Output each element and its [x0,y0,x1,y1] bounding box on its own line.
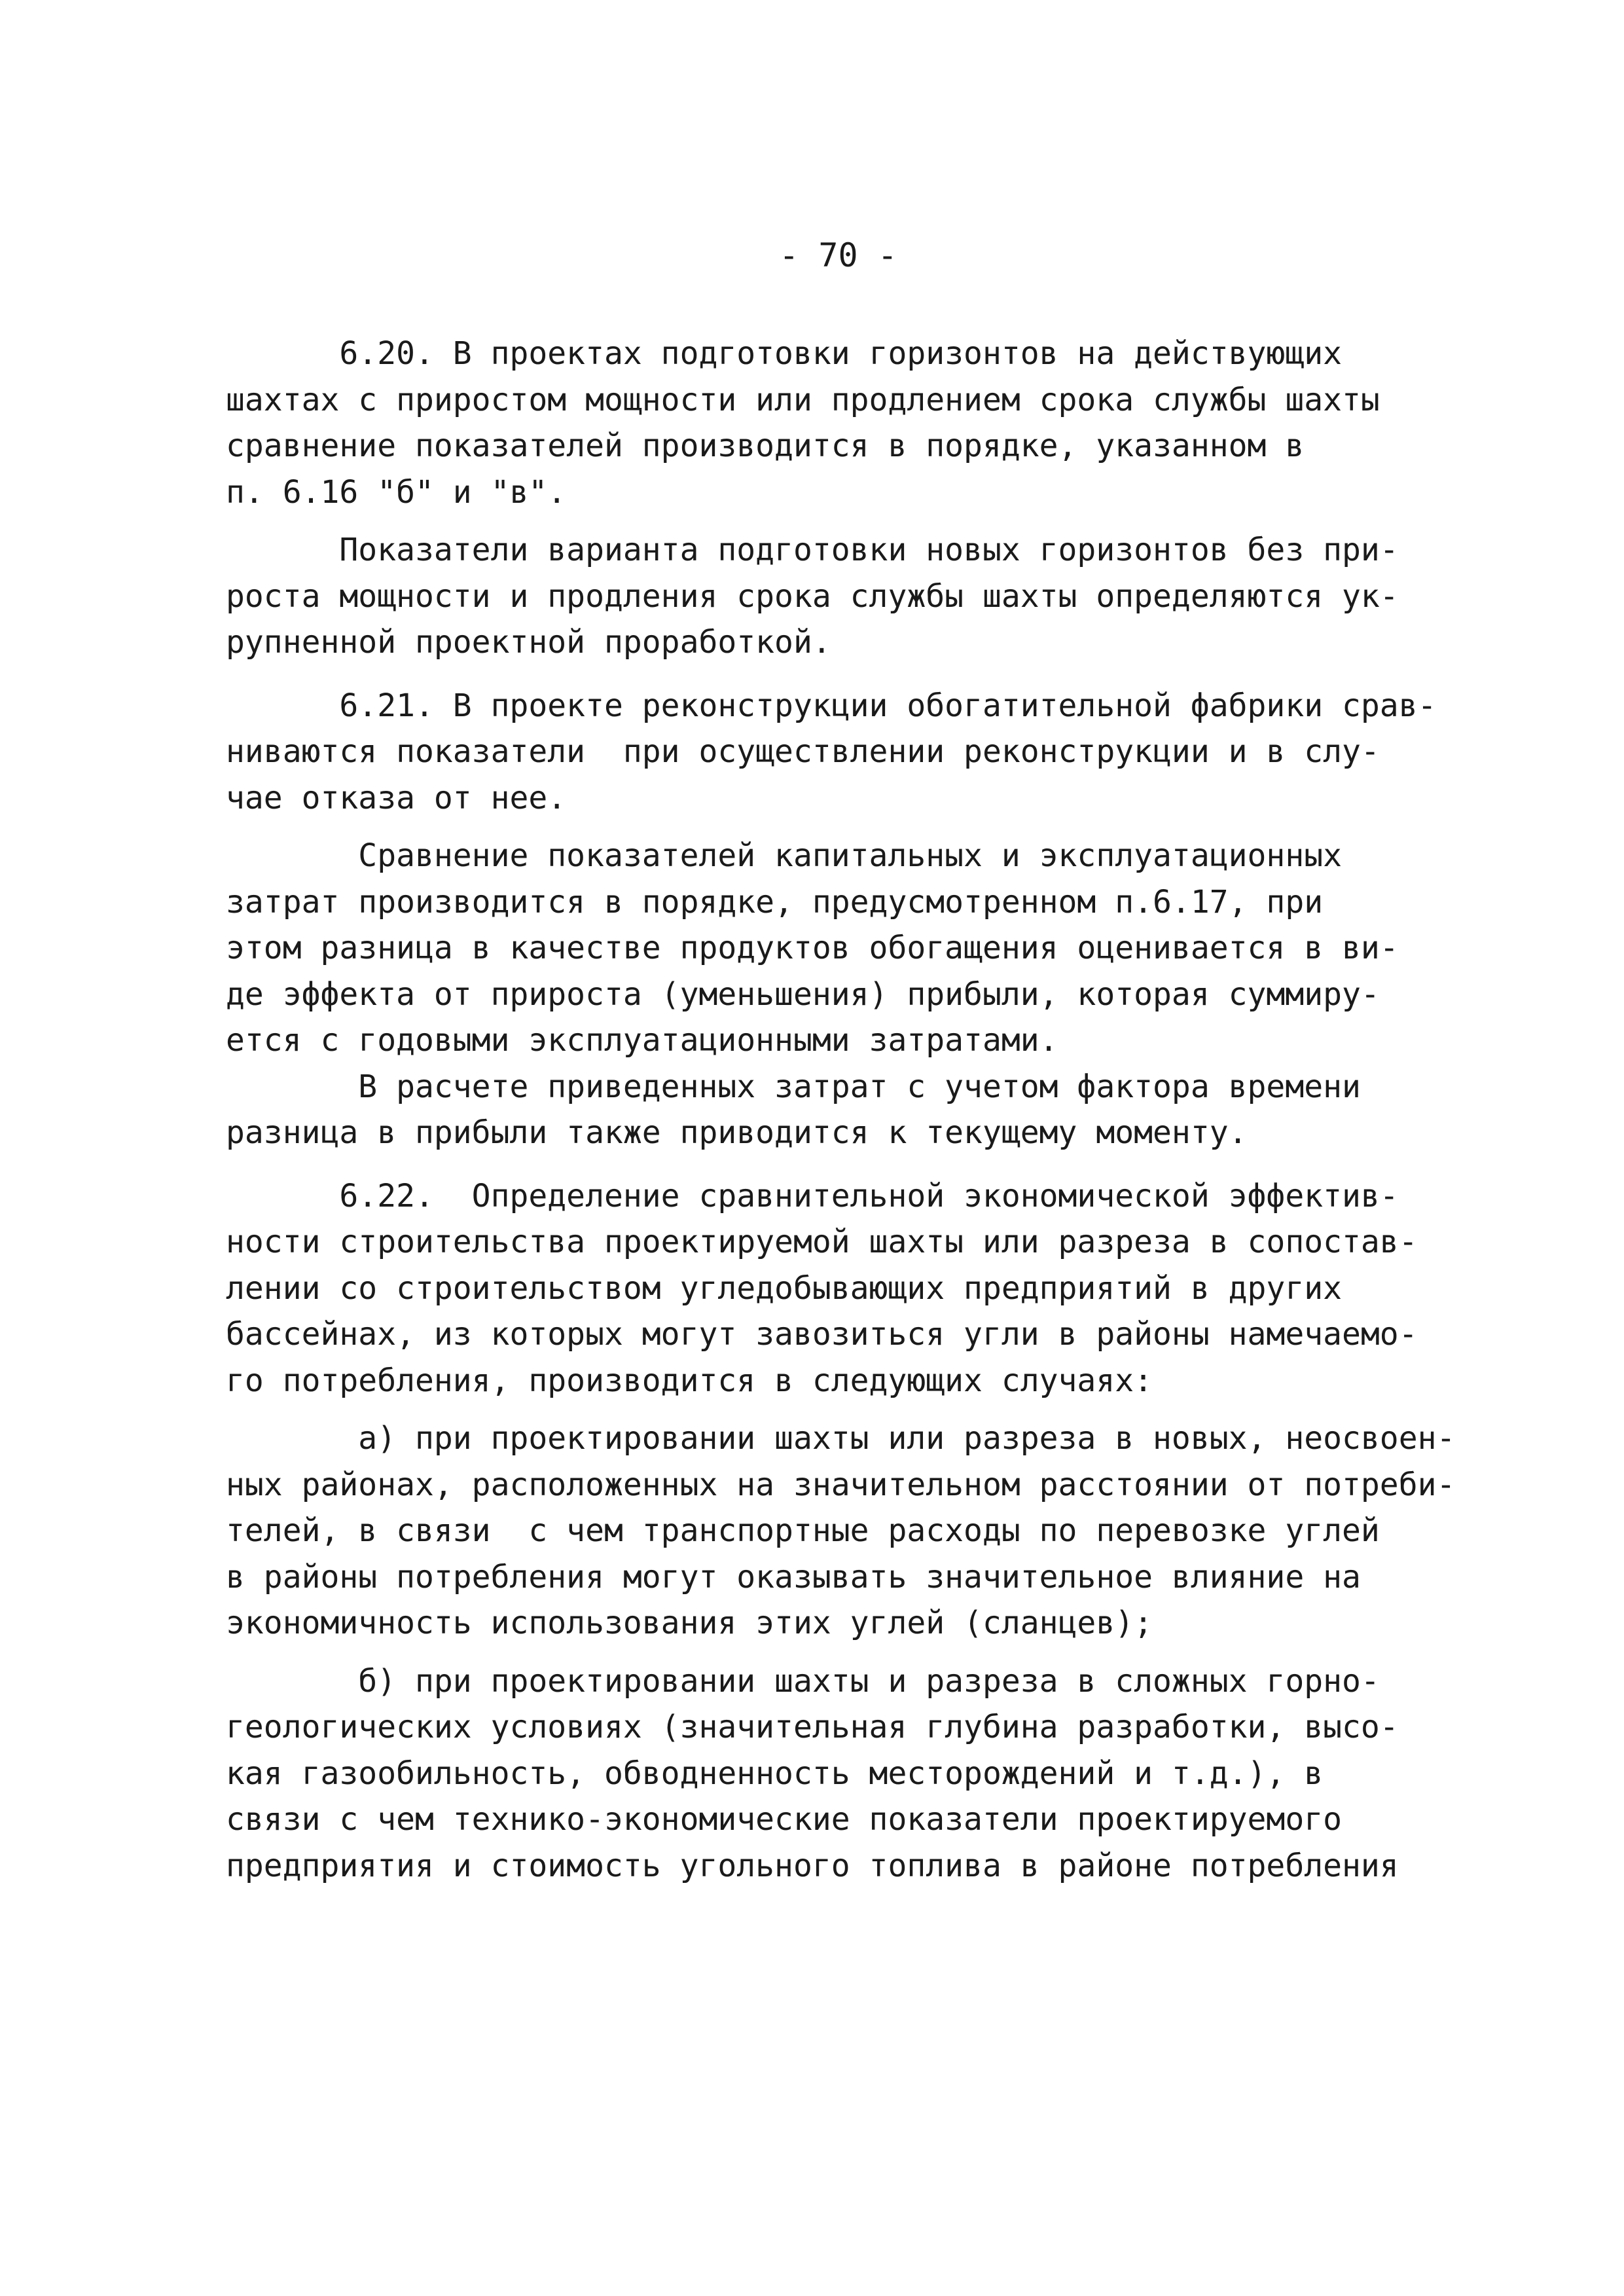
text-line: телей, в связи с чем транспортные расходы по перевозке углей [226,1512,1380,1549]
text-line: шахтах с приростом мощности или продлением срока службы шахты [226,381,1380,418]
text-line: п. 6.16 "б" и "в". [226,473,567,511]
text-line: связи с чем технико-экономические показатели проектируемого [226,1801,1343,1838]
text-line: Сравнение показателей капитальных и эксплуатационных [226,837,1343,874]
text-line: бассейнах, из которых могут завозиться угли в районы намечаемо- [226,1316,1418,1353]
text-line: роста мощности и продления срока службы шахты определяются ук- [226,577,1399,615]
text-line: де эффекта от прироста (уменьшения) прибыли, которая суммиру- [226,975,1380,1013]
text-line: этом разница в качестве продуктов обогащения оценивается в ви- [226,930,1399,966]
text-line: чае отказа от нее. [226,779,567,816]
paragraph-6-22 [226,1173,1489,1404]
text-line: В расчете приведенных затрат с учетом фактора времени [226,1068,1361,1105]
text-line: предприятия и стоимость угольного топлива в районе потребления [226,1847,1399,1884]
text-line: сравнение показателей производится в порядке, указанном в [226,428,1305,464]
paragraph-6-22-case-a [226,1415,1489,1647]
text-line: б) при проектировании шахты и разреза в сложных горно- [226,1662,1380,1700]
text-line: 6.20. В проектах подготовки горизонтов на действующих [226,335,1343,372]
text-line: кая газообильность, обводненность месторождений и т.д.), в [226,1755,1324,1792]
text-line: лении со строительством угледобывающих предприятий в других [226,1269,1343,1307]
paragraph-6-22-case-b [226,1658,1489,1889]
document-body [226,331,1489,1889]
text-line: геологических условиях (значительная глубина разработки, высо- [226,1709,1399,1745]
text-line: экономичность использования этих углей (сланцев); [226,1605,1153,1641]
page-number: - 70 - [779,236,897,274]
text-line: разница в прибыли также приводится к текущему моменту. [226,1114,1248,1151]
text-line: рупненной проектной проработкой. [226,624,831,661]
paragraph-6-21-time-factor [226,1064,1489,1156]
text-line: ности строительства проектируемой шахты или разреза в сопостав- [226,1224,1418,1260]
text-line: в районы потребления могут оказывать значительное влияние на [226,1558,1361,1595]
paragraph-6-21 [226,683,1489,822]
paragraph-6-21-comparison [226,833,1489,1064]
text-line: ниваются показатели при осуществлении реконструкции и в слу- [226,733,1380,770]
text-line: а) при проектировании шахты или разреза в новых, неосвоен- [226,1420,1456,1457]
paragraph-6-20 [226,331,1489,515]
text-line: ных районах, расположенных на значительном расстоянии от потреби- [226,1466,1456,1503]
text-line: ется с годовыми эксплуатационными затратами. [226,1022,1058,1059]
text-line: го потребления, производится в следующих случаях: [226,1362,1153,1399]
text-line: 6.21. В проекте реконструкции обогатительной фабрики срав- [226,687,1437,724]
text-line: затрат производится в порядке, предусмотренном п.6.17, при [226,883,1324,920]
paragraph-6-20-continued [226,527,1489,666]
text-line: Показатели варианта подготовки новых горизонтов без при- [226,532,1399,568]
text-line: 6.22. Определение сравнительной экономической эффектив- [226,1177,1399,1214]
